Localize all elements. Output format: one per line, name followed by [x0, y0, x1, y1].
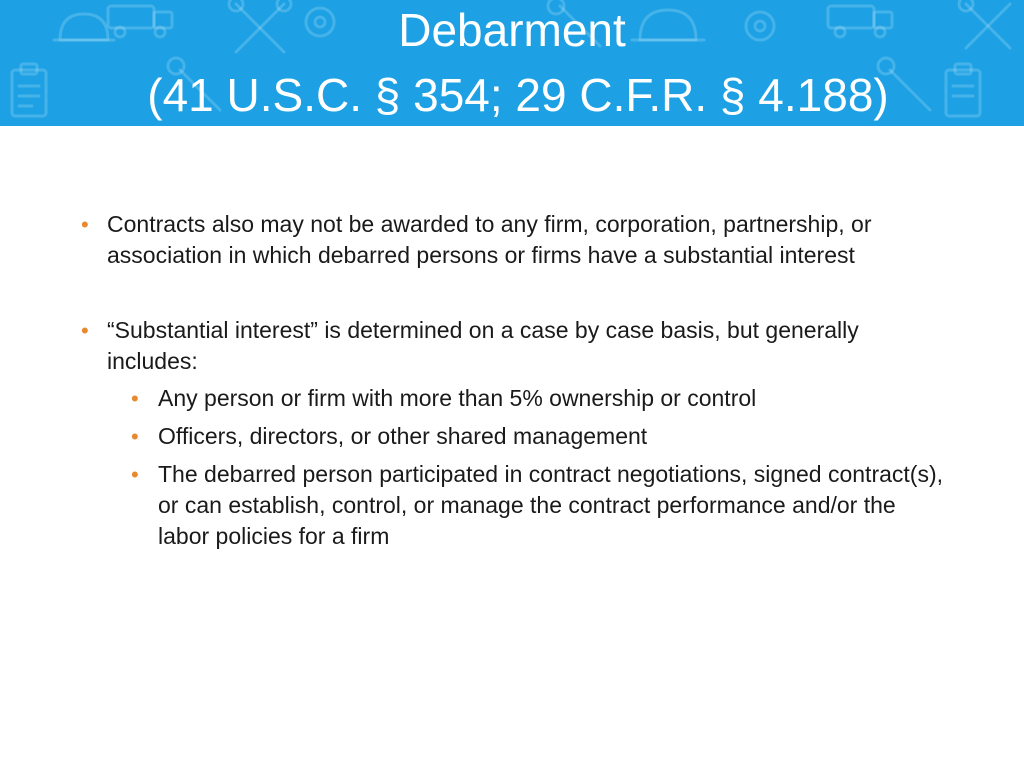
bullet-icon: • — [81, 212, 89, 237]
list-item-text: Contracts also may not be awarded to any firm, corporation, partnership, or association in which debarred persons or firms have a substantial interest — [107, 211, 872, 268]
list-item — [81, 315, 947, 377]
list-item-text: Officers, directors, or other shared management — [158, 423, 648, 449]
list-item — [81, 209, 947, 271]
slide-title: Debarment — [398, 4, 626, 56]
bullet-icon: • — [81, 318, 89, 343]
slide-subtitle-citation: (41 U.S.C. § 354; 29 C.F.R. § 4.188) — [147, 69, 889, 121]
sub-list-item — [131, 383, 948, 414]
sub-list-item — [131, 459, 948, 552]
list-item-text: The debarred person participated in contract negotiations, signed contract(s), or can establish, control, or manage the contract performance and/or the labor policies for a firm — [158, 461, 943, 549]
sub-list-item — [131, 421, 948, 452]
list-item-text: Any person or firm with more than 5% ownership or control — [158, 385, 757, 411]
bullet-icon: • — [131, 462, 139, 487]
list-item-text: “Substantial interest” is determined on a case by case basis, but generally includes: — [107, 317, 859, 374]
bullet-icon: • — [131, 424, 139, 449]
bullet-icon: • — [131, 386, 139, 411]
